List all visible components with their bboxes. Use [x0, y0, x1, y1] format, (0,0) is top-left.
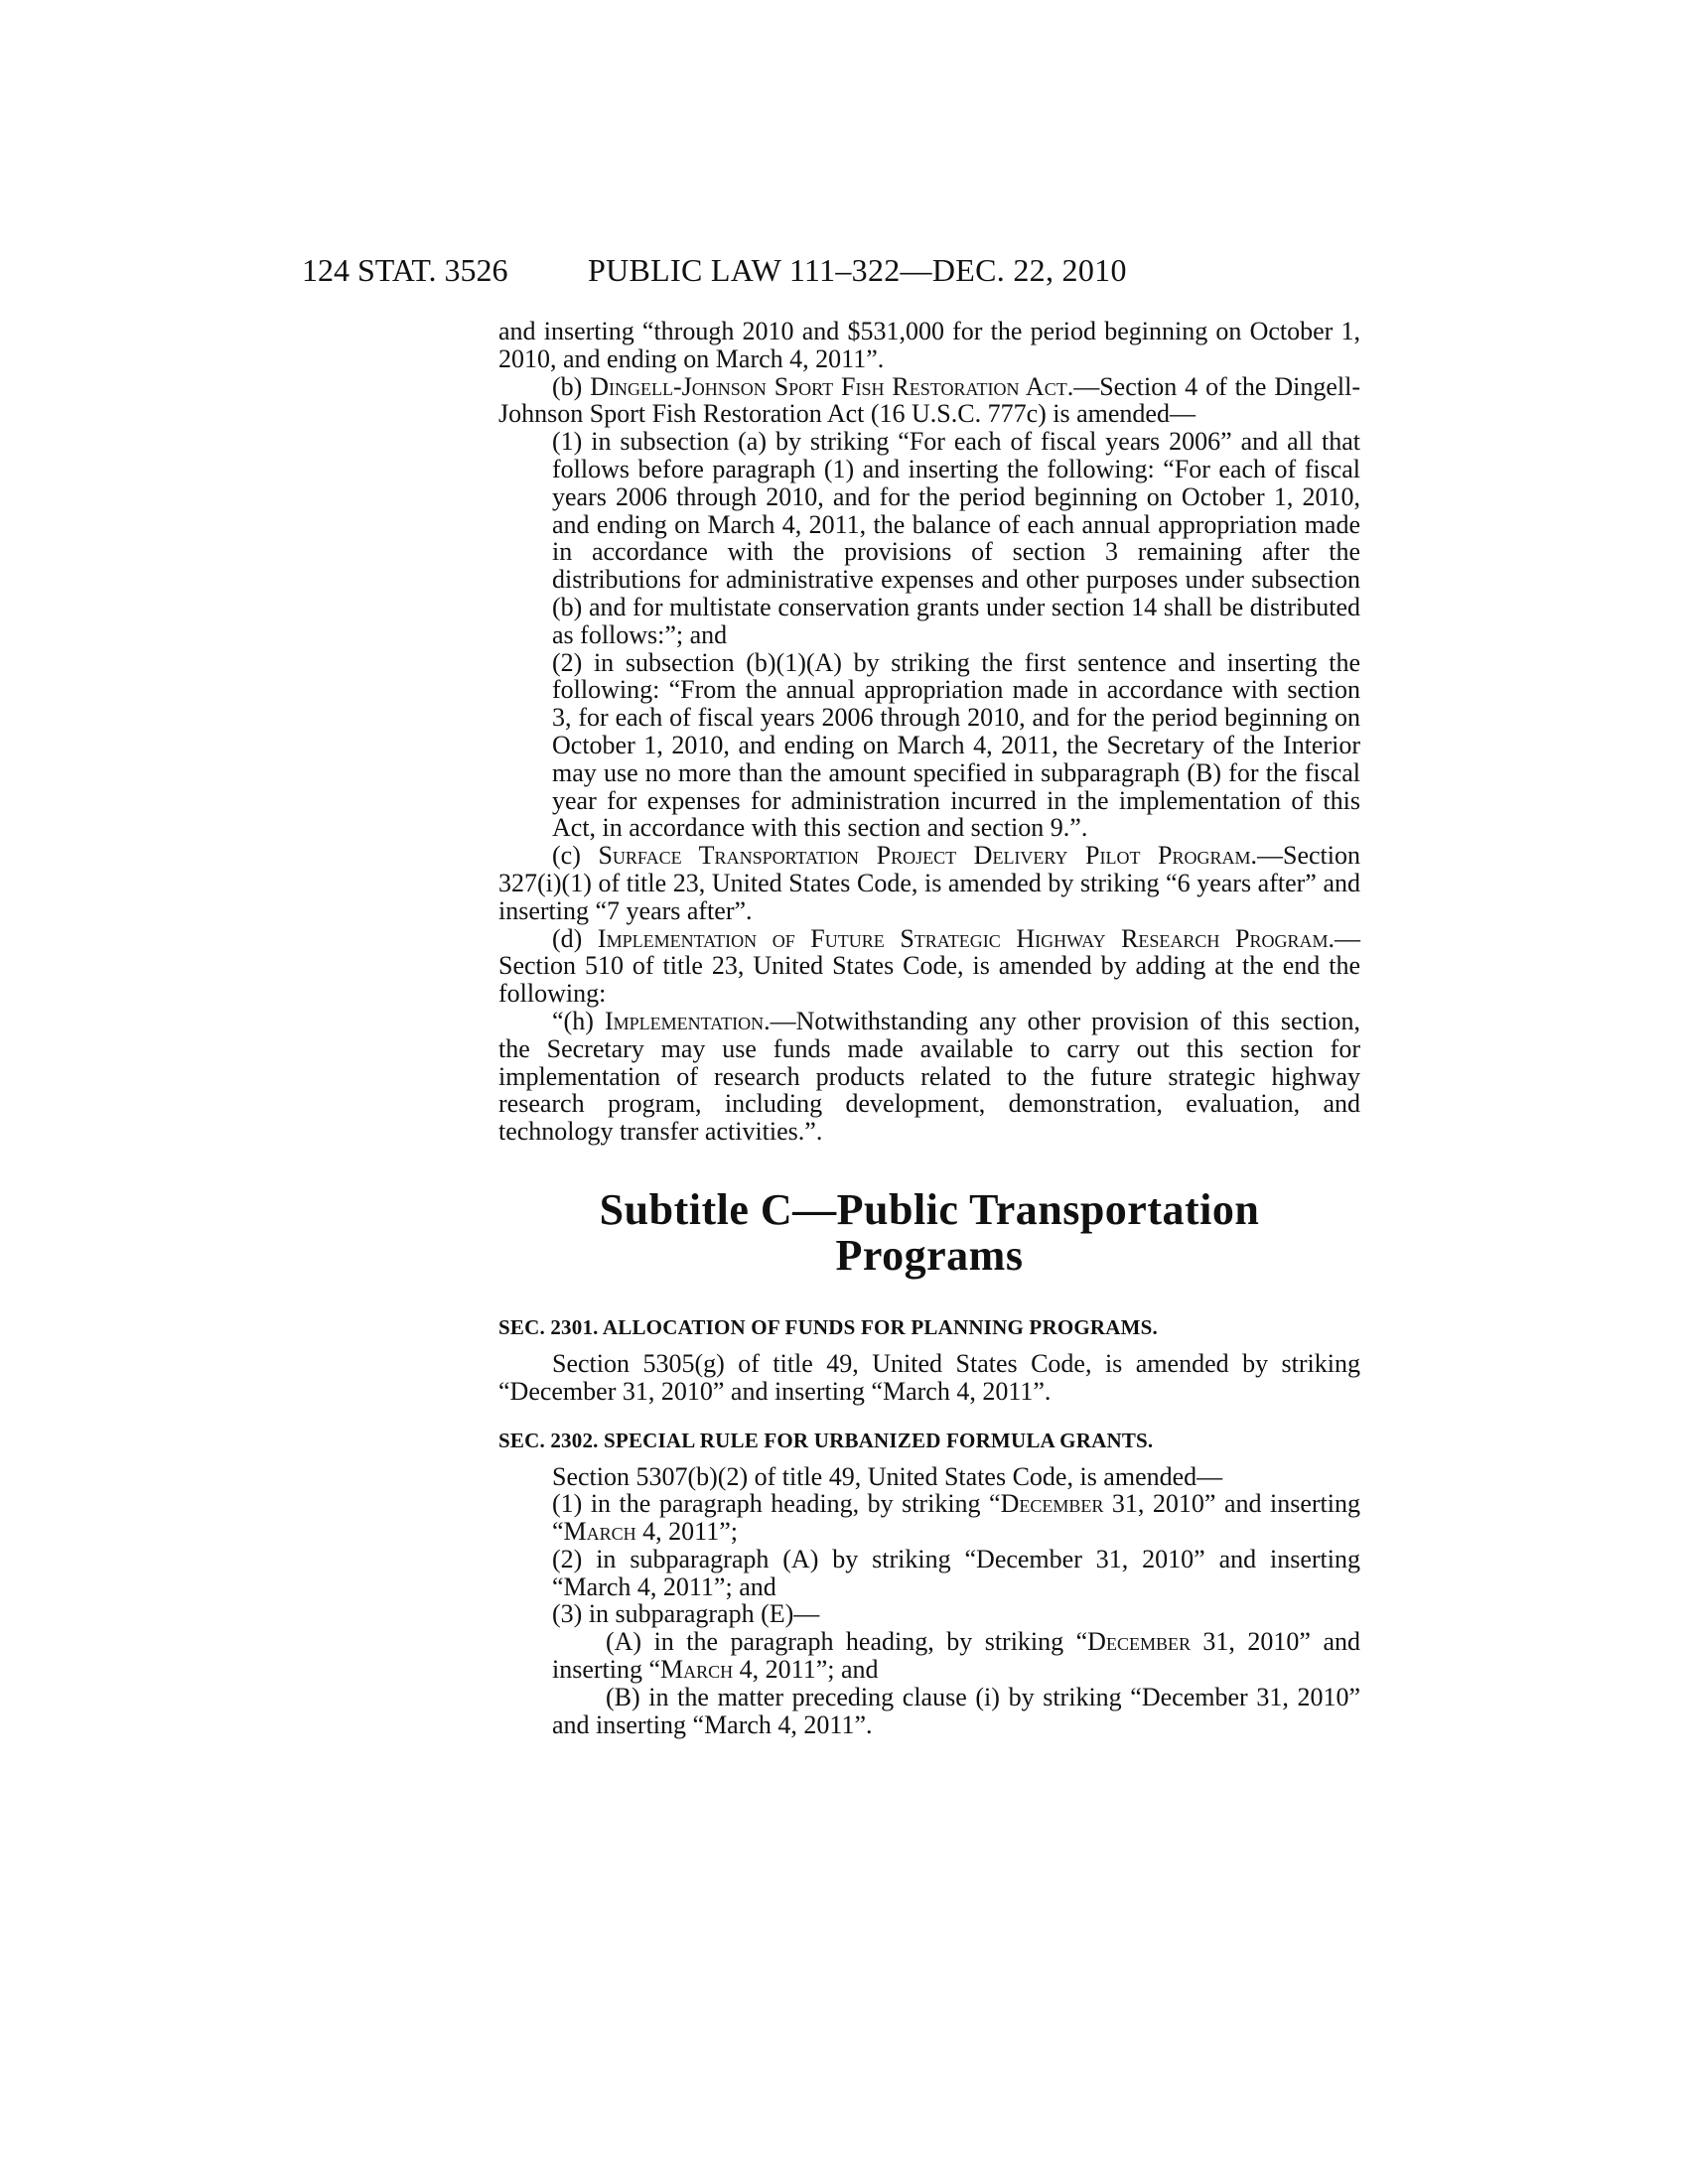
section-2302-item-1	[498, 1490, 1360, 1546]
subsection-d	[498, 925, 1360, 1008]
paragraph-continuation: and inserting “through 2010 and $531,000 for the period beginning on October 1, 2010, and ending on March 4, 2011”.	[498, 317, 1360, 373]
item-1-struck-heading: December 31, 2010	[1000, 1489, 1204, 1519]
subsection-b-heading: Dingell-Johnson Sport Fish Restoration Act.	[590, 371, 1074, 401]
section-2302-item-A	[498, 1628, 1360, 1684]
section-2302-heading: SEC. 2302. SPECIAL RULE FOR URBANIZED FORMULA GRANTS.	[498, 1428, 1154, 1452]
paragraph-1-text: (1) in subsection (a) by striking “For each of fiscal years 2006” and all that follows before paragraph (1) and inserting the following: “For each of fiscal years 2006 through 2010, and for the period beginning on October 1, 2010, and ending on March 4, 2011, the balance of each annual appropriation made in accordance with the provisions of section 3 remaining after the distributions for administrative expenses and other purposes under subsection (b) and for multistate conservation grants under section 14 shall be distributed as follows:”; and	[552, 427, 1360, 649]
document-body	[498, 318, 1360, 1738]
subsection-h-lead: “(h)	[552, 1006, 605, 1035]
section-2301-text: Section 5305(g) of title 49, United States Code, is amended by striking “December 31, 2010” and inserting “March 4, 2011”.	[498, 1348, 1360, 1406]
item-1-part-b: ” and inserting “	[552, 1489, 1360, 1547]
item-1-inserted-heading: March 4, 2011	[563, 1517, 720, 1547]
law-citation: PUBLIC LAW 111–322—DEC. 22, 2010	[588, 252, 1127, 288]
subsection-d-lead: (d)	[552, 923, 598, 953]
item-A-part-c: ”; and	[815, 1655, 879, 1685]
subsection-c-heading: Surface Transportation Project Delivery Pilot Program.	[598, 841, 1257, 871]
section-2301-heading: SEC. 2301. ALLOCATION OF FUNDS FOR PLANNING PROGRAMS.	[498, 1314, 1158, 1339]
paragraph-2-text: (2) in subsection (b)(1)(A) by striking the first sentence and inserting the following: “From the annual appropriation made in accordance with section 3, for each of fiscal years 2006 through 2010, and for the period beginning on October 1, 2010, and ending on March 4, 2011, the Secretary of the Interior may use no more than the amount specified in subparagraph (B) for the fiscal year for expenses for administration incurred in the implementation of this Act, in accordance with this section and section 9.”.	[552, 647, 1360, 843]
item-1-part-a: (1) in the paragraph heading, by striking “	[552, 1489, 1001, 1519]
subtitle-line-2: Programs	[835, 1230, 1024, 1280]
item-A-part-b: ” and inserting “	[552, 1627, 1360, 1685]
subsection-d-text: —Section 510 of title 23, United States Code, is amended by adding at the end the following:	[498, 923, 1360, 1009]
section-2302-item-2: (2) in subparagraph (A) by striking “December 31, 2010” and inserting “March 4, 2011”; and	[552, 1544, 1360, 1601]
subsection-c-lead: (c)	[552, 841, 599, 871]
section-2302-intro: Section 5307(b)(2) of title 49, United States Code, is amended—	[552, 1461, 1223, 1491]
section-2302-item-B: (B) in the matter preceding clause (i) by striking “December 31, 2010” and inserting “March 4, 2011”.	[552, 1682, 1360, 1739]
paragraph-2	[498, 649, 1360, 843]
subsection-b-text: —Section 4 of the Dingell-Johnson Sport Fish Restoration Act (16 U.S.C. 777c) is amended—	[498, 371, 1360, 429]
item-A-inserted-heading: March 4, 2011	[660, 1655, 816, 1685]
subsection-h	[498, 1008, 1360, 1146]
paragraph-1	[498, 428, 1360, 648]
subsection-h-text: —Notwithstanding any other provision of this section, the Secretary may use funds made available to carry out this section for implementation of research products related to the future strategic highway research program, including development, demonstration, evaluation, and technology transfer activities.”.	[498, 1006, 1360, 1147]
subsection-b-lead: (b)	[552, 371, 591, 401]
item-A-struck-heading: December 31, 2010	[1087, 1627, 1300, 1657]
subsection-c	[498, 842, 1360, 924]
item-A-part-a: (A) in the paragraph heading, by striking “	[606, 1627, 1088, 1657]
subsection-d-heading: Implementation of Future Strategic Highway Research Program.	[597, 923, 1335, 953]
subsection-b	[498, 373, 1360, 429]
stat-citation: 124 STAT. 3526	[302, 252, 508, 288]
item-1-part-c: ”;	[719, 1517, 738, 1547]
subsection-c-text: —Section 327(i)(1) of title 23, United States Code, is amended by striking “6 years after” and inserting “7 years after”.	[498, 841, 1360, 925]
subtitle-line-1: Subtitle C—Public Transportation	[599, 1184, 1260, 1234]
page-header	[302, 250, 1386, 290]
subsection-h-heading: Implementation.	[604, 1006, 771, 1035]
subtitle-heading	[498, 1184, 1360, 1280]
section-2302-item-3: (3) in subparagraph (E)—	[552, 1599, 820, 1629]
